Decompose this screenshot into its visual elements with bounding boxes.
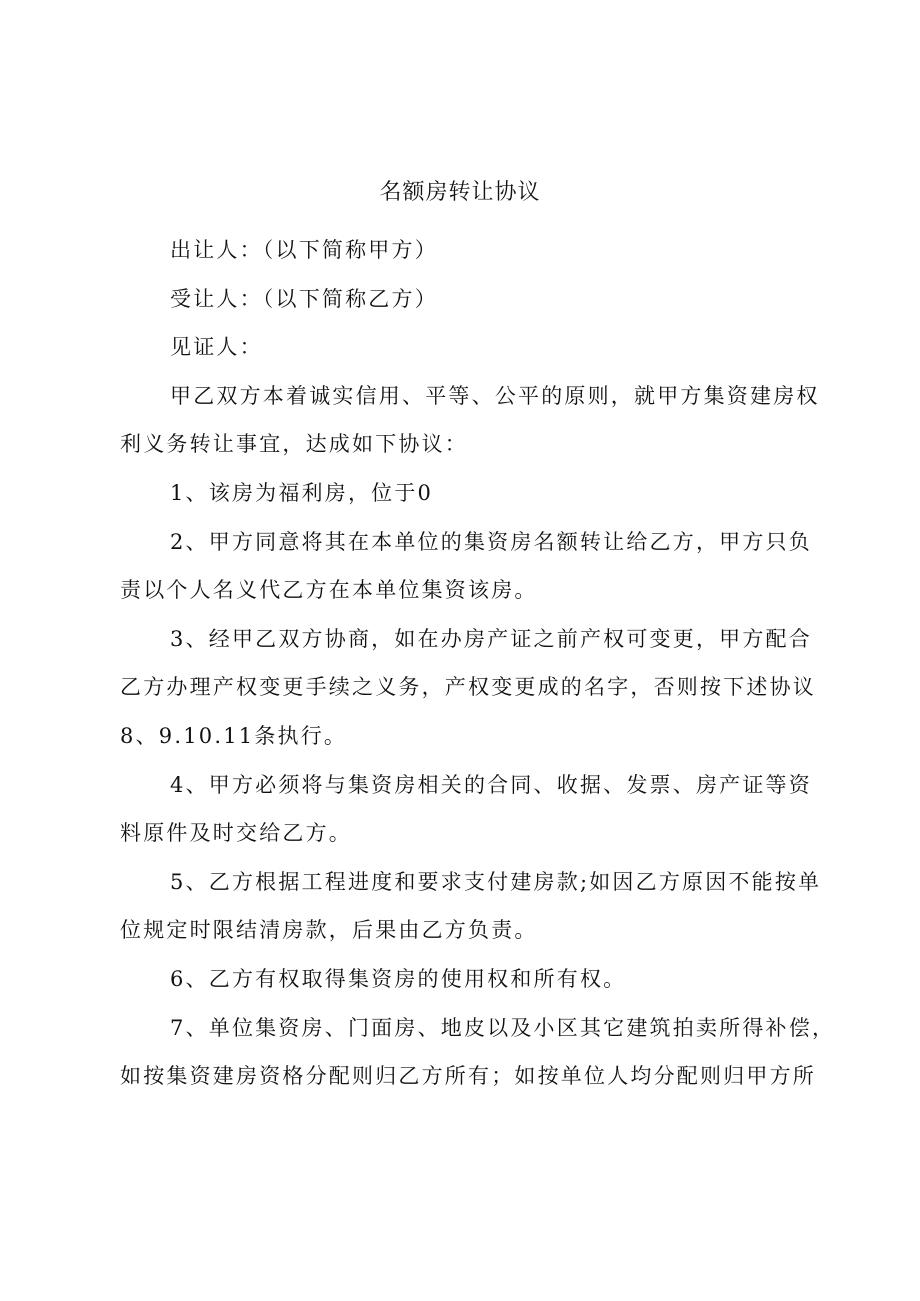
clause-4-line: 料原件及时交给乙方。 <box>120 821 352 846</box>
clause-2-line: 责以个人名义代乙方在本单位集资该房。 <box>120 578 538 603</box>
clause-3-line: 8、9.10.11条执行。 <box>120 723 348 748</box>
clause-3-line: 乙方办理产权变更手续之义务，产权变更成的名字，否则按下述协议 <box>120 675 816 700</box>
document-title: 名额房转让协议 <box>379 180 541 205</box>
clause-7-line: 7、单位集资房、门面房、地皮以及小区其它建筑拍卖所得补偿， <box>170 1015 836 1040</box>
clause-4-line: 4、甲方必须将与集资房相关的合同、收据、发票、房产证等资 <box>170 772 812 797</box>
clause-6-line: 6、乙方有权取得集资房的使用权和所有权。 <box>170 966 627 991</box>
clause-5-line: 位规定时限结清房款，后果由乙方负责。 <box>120 918 538 943</box>
transferor-line: 出让人：（以下简称甲方） <box>170 238 438 262</box>
clause-5-line: 5、乙方根据工程进度和要求支付建房款;如因乙方原因不能按单 <box>170 869 822 894</box>
document-body <box>120 226 836 1101</box>
preamble-line: 利义务转让事宜，达成如下协议： <box>120 432 468 457</box>
clause-2-line: 2、甲方同意将其在本单位的集资房名额转让给乙方，甲方只负 <box>170 529 812 554</box>
clause-1-line: 1、该房为福利房，位于0 <box>170 480 434 505</box>
preamble-line: 甲乙双方本着诚实信用、平等、公平的原则，就甲方集资建房权 <box>170 383 820 408</box>
witness-line: 见证人： <box>170 335 263 360</box>
clause-3-line: 3、经甲乙双方协商，如在办房产证之前产权可变更，甲方配合 <box>170 626 812 651</box>
transferee-line: 受让人：（以下简称乙方） <box>170 286 438 311</box>
clause-7-line: 如按集资建房资格分配则归乙方所有；如按单位人均分配则归甲方所 <box>120 1064 816 1089</box>
